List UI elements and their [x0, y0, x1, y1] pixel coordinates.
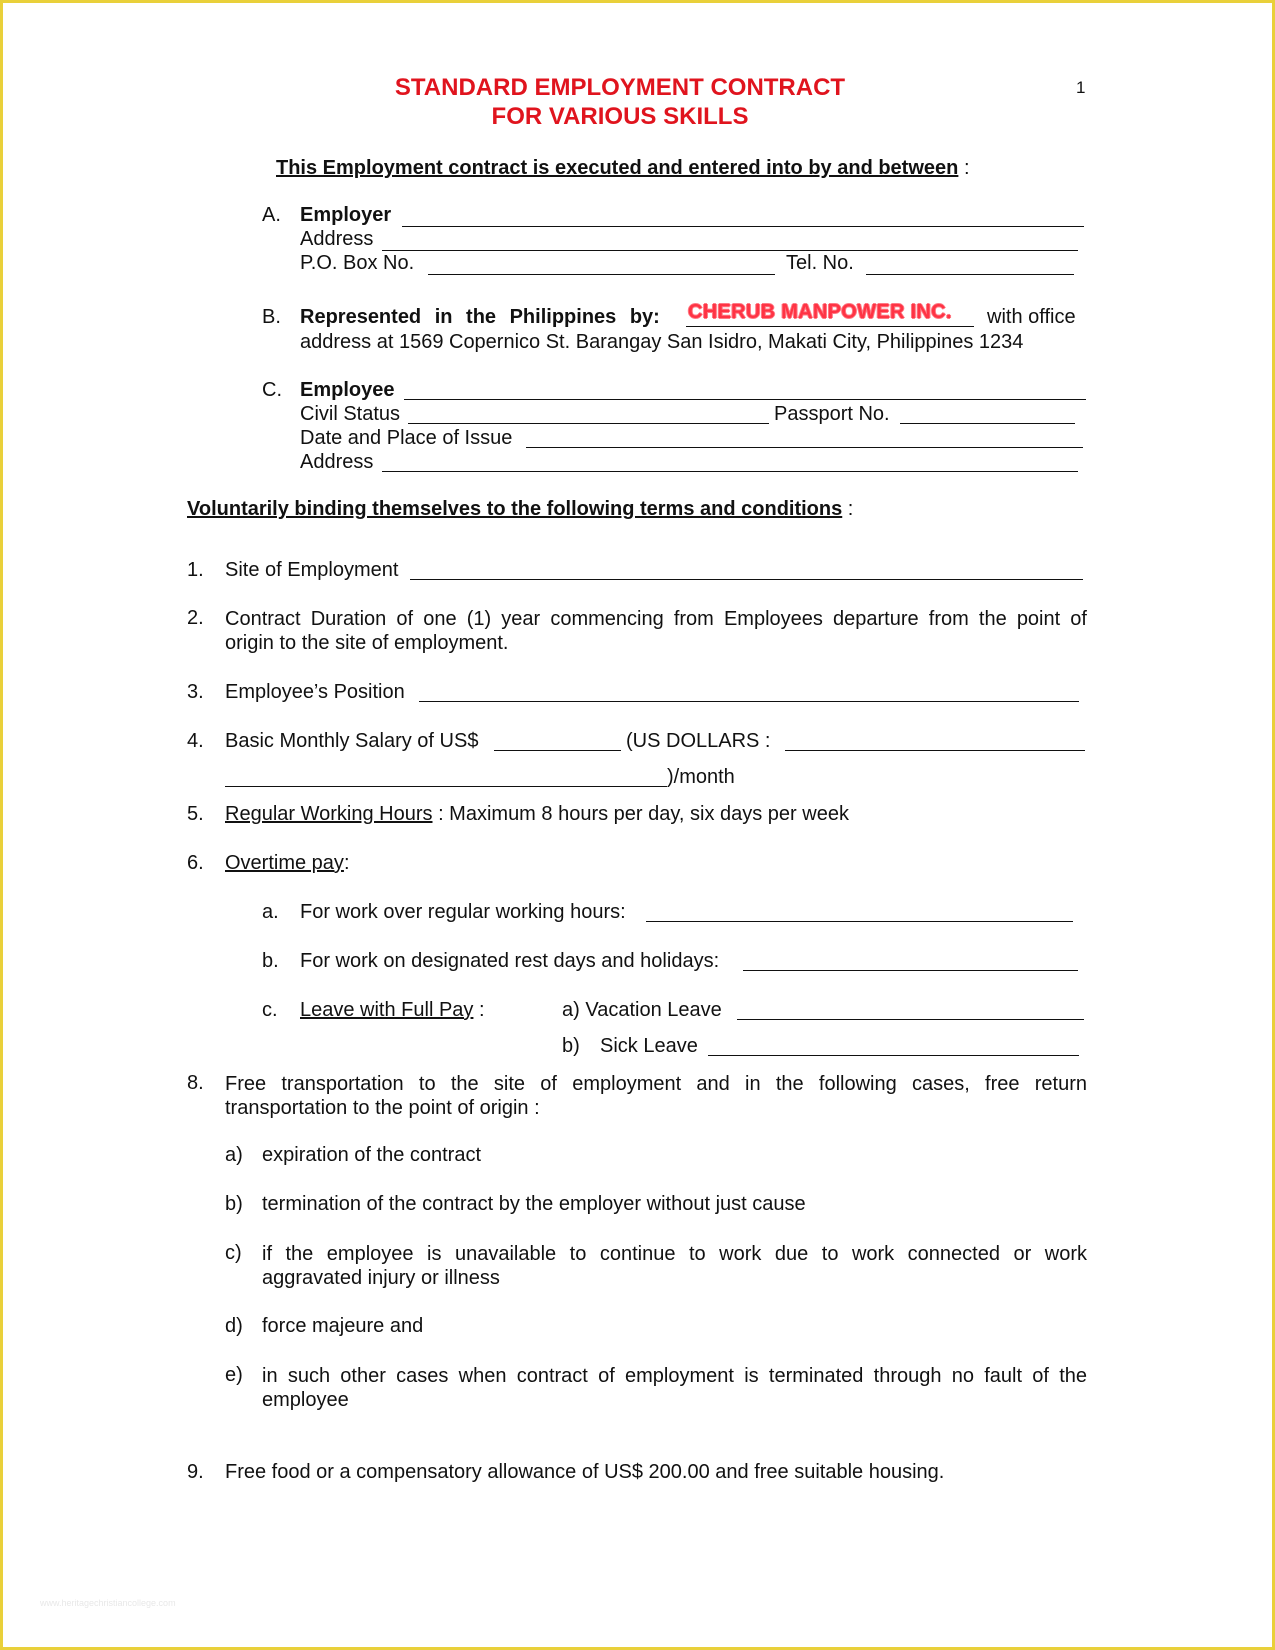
usd-words-label: (US DOLLARS :: [626, 730, 771, 752]
civil-status-field[interactable]: [408, 423, 769, 424]
intro-statement: [276, 157, 970, 180]
term-6c-text: [300, 999, 485, 1022]
employer-label: Employer: [300, 204, 392, 226]
civil-status-label: Civil Status: [300, 403, 401, 425]
title-line-2: FOR VARIOUS SKILLS: [491, 103, 749, 130]
term-1-text: Site of Employment: [225, 559, 399, 581]
term-4-text: Basic Monthly Salary of US$: [225, 730, 479, 752]
passport-label: Passport No.: [774, 403, 890, 425]
term-8c-letter: c): [225, 1242, 242, 1264]
term-6-number: 6.: [187, 852, 204, 874]
term-8c-line-1: if the employee is unavailable to continue to work due to work connected or work: [262, 1243, 1087, 1265]
term-8b-text: termination of the contract by the employer without just cause: [262, 1193, 806, 1215]
term-6a-text: For work over regular working hours:: [300, 901, 626, 923]
leave-full-pay-label: Leave with Full Pay: [300, 999, 474, 1021]
term-3-number: 3.: [187, 681, 204, 703]
employee-position-field[interactable]: [419, 701, 1079, 702]
watermark: www.heritagechristiancollege.com: [40, 1598, 176, 1608]
salary-words-field-2[interactable]: [225, 786, 667, 787]
term-8e-line-1: in such other cases when contract of employment is terminated through no fault of the: [262, 1365, 1087, 1387]
site-of-employment-field[interactable]: [410, 579, 1083, 580]
term-8a-text: expiration of the contract: [262, 1144, 482, 1166]
term-6c-letter: c.: [262, 999, 278, 1021]
employer-address-field[interactable]: [382, 250, 1078, 251]
term-8d-text: force majeure and: [262, 1315, 424, 1337]
term-6-text: [225, 852, 350, 875]
vacation-leave-label: a) Vacation Leave: [562, 999, 722, 1021]
salary-usd-field[interactable]: [494, 750, 621, 751]
represented-label: Represented in the Philippines by:: [300, 306, 660, 328]
agency-address: address at 1569 Copernico St. Barangay San Isidro, Makati City, Philippines 1234: [300, 331, 1024, 353]
term-5-text: [225, 803, 849, 826]
regular-hours-label: Regular Working Hours: [225, 803, 433, 825]
vacation-leave-field[interactable]: [737, 1019, 1084, 1020]
employee-letter: C.: [262, 379, 282, 401]
employer-address-label: Address: [300, 228, 374, 250]
overtime-regular-field[interactable]: [646, 921, 1073, 922]
term-8-text: [225, 1072, 1087, 1120]
sick-leave-label: Sick Leave: [600, 1035, 698, 1057]
regular-hours-text: : Maximum 8 hours per day, six days per week: [438, 803, 849, 825]
term-8c-line-2: aggravated injury or illness: [262, 1267, 500, 1289]
page-number: 1: [1076, 78, 1086, 97]
term-8-line-1: Free transportation to the site of employment and in the following cases, free return: [225, 1073, 1087, 1095]
term-8e-text: [262, 1364, 1087, 1412]
term-8-line-2: transportation to the point of origin :: [225, 1097, 540, 1119]
overtime-pay-colon: :: [343, 852, 350, 874]
term-6a-letter: a.: [262, 901, 279, 923]
employee-address-label: Address: [300, 451, 374, 473]
term-2-number: 2.: [187, 607, 204, 629]
terms-heading-text: Voluntarily binding themselves to the following terms and conditions: [187, 498, 843, 520]
employee-label: Employee: [300, 379, 395, 401]
sick-leave-field[interactable]: [708, 1055, 1079, 1056]
agency-field[interactable]: [686, 326, 974, 327]
term-5-number: 5.: [187, 803, 204, 825]
overtime-pay-label: Overtime pay: [225, 852, 344, 874]
terms-heading: [187, 498, 853, 521]
title-line-1: STANDARD EMPLOYMENT CONTRACT: [394, 74, 846, 101]
term-8c-text: [262, 1242, 1087, 1290]
term-9-text: Free food or a compensatory allowance of US$ 200.00 and free suitable housing.: [225, 1461, 945, 1483]
date-place-field[interactable]: [526, 447, 1083, 448]
agency-name-stamp: CHERUB MANPOWER INC.: [688, 301, 952, 323]
intro-text: This Employment contract is executed and entered into by and between: [276, 157, 959, 179]
term-6b-letter: b.: [262, 950, 279, 972]
salary-words-field[interactable]: [785, 750, 1085, 751]
date-place-label: Date and Place of Issue: [300, 427, 513, 449]
term-6b-text: For work on designated rest days and holidays:: [300, 950, 720, 972]
represented-letter: B.: [262, 306, 281, 328]
per-month-suffix: )/month: [667, 766, 735, 788]
intro-colon: :: [963, 157, 970, 179]
term-2-line-1: Contract Duration of one (1) year commencing from Employees departure from the point of: [225, 608, 1087, 630]
term-8e-letter: e): [225, 1364, 243, 1386]
passport-field[interactable]: [900, 423, 1075, 424]
employee-field[interactable]: [404, 399, 1086, 400]
leave-full-pay-colon: :: [478, 999, 485, 1021]
term-8b-letter: b): [225, 1193, 243, 1215]
term-8e-line-2: employee: [262, 1389, 349, 1411]
term-4-number: 4.: [187, 730, 204, 752]
overtime-holiday-field[interactable]: [743, 970, 1078, 971]
with-office-text: with office: [987, 306, 1076, 328]
term-8-number: 8.: [187, 1072, 204, 1094]
term-8a-letter: a): [225, 1144, 243, 1166]
po-box-label: P.O. Box No.: [300, 252, 415, 274]
term-3-text: Employee’s Position: [225, 681, 405, 703]
employee-address-field[interactable]: [382, 471, 1078, 472]
tel-label: Tel. No.: [786, 252, 854, 274]
po-box-field[interactable]: [428, 274, 775, 275]
employer-letter: A.: [262, 204, 281, 226]
term-2-line-2: origin to the site of employment.: [225, 632, 509, 654]
employer-field[interactable]: [402, 226, 1084, 227]
tel-field[interactable]: [866, 274, 1074, 275]
sick-leave-letter: b): [562, 1035, 580, 1057]
term-2-text: [225, 607, 1087, 655]
term-8d-letter: d): [225, 1315, 243, 1337]
terms-heading-colon: :: [847, 498, 854, 520]
term-1-number: 1.: [187, 559, 204, 581]
term-9-number: 9.: [187, 1461, 204, 1483]
